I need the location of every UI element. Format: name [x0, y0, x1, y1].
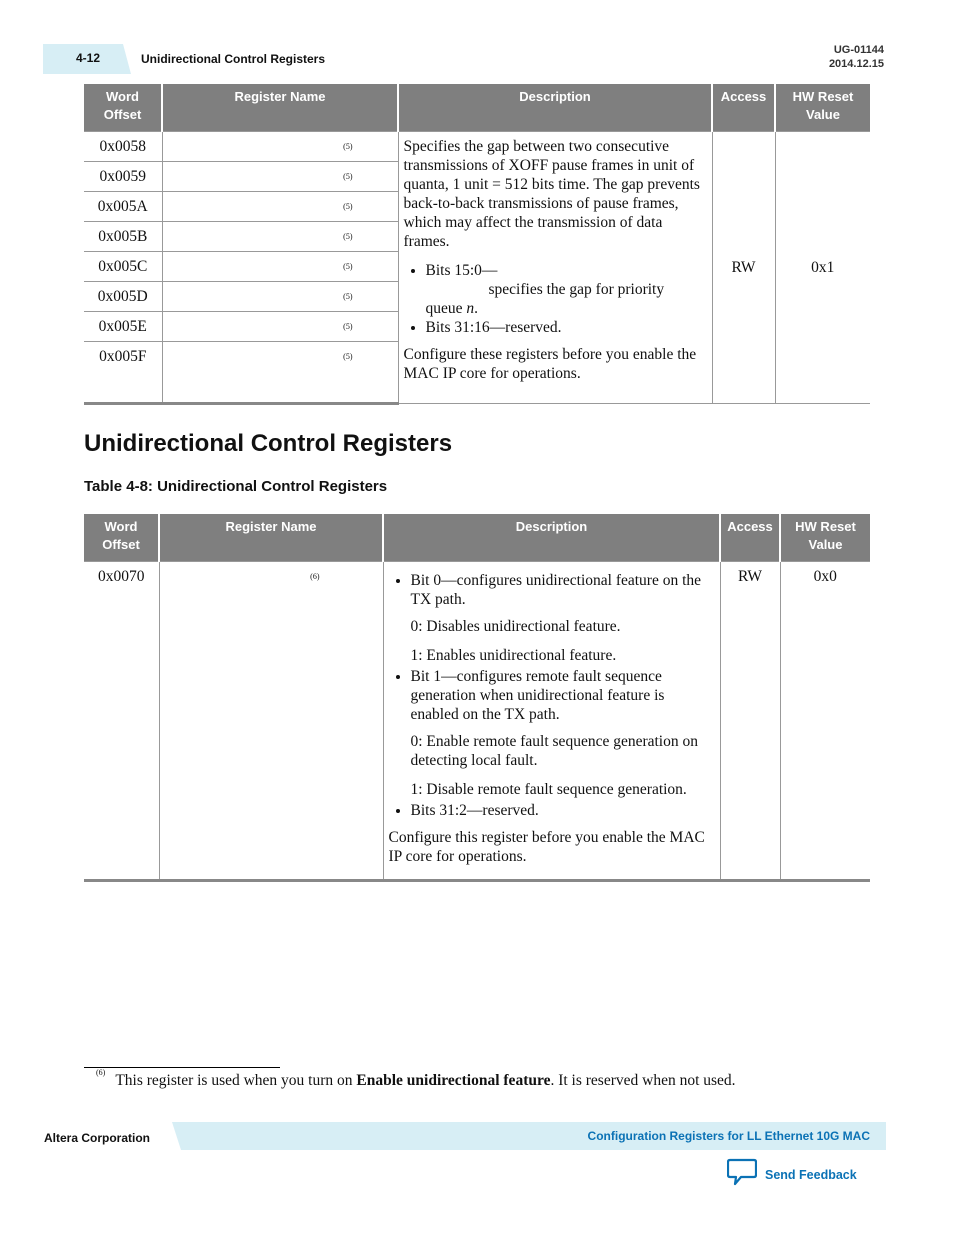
bullet-text: specifies the gap for priority — [488, 280, 665, 298]
table-caption: Table 4-8: Unidirectional Control Registers — [84, 478, 388, 495]
doc-date: 2014.12.15 — [828, 58, 884, 70]
footnote-text: . It is reserved when not used. — [550, 1072, 736, 1090]
register-name-cell — [162, 281, 398, 311]
speech-bubble-icon — [727, 1158, 757, 1191]
column-header: Access — [712, 84, 775, 131]
bullet-subtext: 0: Disables unidirectional feature. — [410, 617, 621, 635]
register-name-cell — [162, 161, 398, 191]
footnote-ref: (5) — [343, 351, 353, 361]
send-feedback-link[interactable] — [727, 1158, 857, 1191]
doc-id: UG-01144 — [833, 44, 884, 56]
footnote-ref: (6) — [310, 571, 320, 581]
description-cell — [383, 561, 720, 880]
footnote-text: This register is used when you turn on — [115, 1072, 357, 1090]
send-feedback-label: Send Feedback — [765, 1167, 857, 1182]
column-header: Description — [383, 514, 720, 561]
footnote-rule — [84, 1067, 280, 1068]
word-offset: 0x005E — [84, 311, 162, 341]
footnote-ref: (5) — [343, 231, 353, 241]
register-name-cell — [162, 221, 398, 251]
bullet-subtext: 1: Enables unidirectional feature. — [410, 646, 617, 664]
column-header: Description — [398, 84, 712, 131]
footnote-mark: (6) — [96, 1068, 106, 1077]
register-table-1 — [84, 84, 870, 405]
description-bullets — [404, 261, 707, 337]
table-row — [84, 131, 870, 161]
column-header: Register Name — [162, 84, 398, 131]
bullet-subtext: 0: Enable remote fault sequence generation on detecting local fault. — [410, 732, 698, 769]
reset-value-cell: 0x1 — [775, 131, 870, 403]
footnote-ref: (5) — [343, 171, 353, 181]
section-heading: Unidirectional Control Registers — [84, 430, 453, 457]
register-name-cell — [162, 311, 398, 341]
bullet-subtext: 1: Disable remote fault sequence generation. — [410, 780, 687, 798]
bullet-text: queue — [425, 299, 467, 317]
access-cell: RW — [720, 561, 780, 880]
footnote-ref: (5) — [343, 261, 353, 271]
bullet-variable: n — [466, 299, 475, 317]
column-header: HW Reset Value — [780, 514, 870, 561]
register-name-cell — [162, 131, 398, 161]
footnote-bold: Enable unidirectional feature — [356, 1072, 551, 1090]
description-outro: Configure these registers before you enable the MAC IP core for operations. — [403, 345, 697, 382]
reset-value-cell: 0x0 — [780, 561, 870, 880]
access-cell: RW — [712, 131, 775, 403]
footnote-ref: (5) — [343, 321, 353, 331]
column-header: Word Offset — [84, 514, 159, 561]
description-cell — [398, 131, 712, 403]
table-header-row — [84, 84, 870, 131]
word-offset: 0x005B — [84, 221, 162, 251]
column-header: HW Reset Value — [775, 84, 870, 131]
word-offset: 0x0070 — [84, 561, 159, 880]
bullet-text: Bits 15:0— — [425, 261, 498, 279]
description-outro: Configure this register before you enable the MAC IP core for operations. — [388, 828, 705, 865]
page-number: 4-12 — [76, 51, 101, 65]
register-table-2 — [84, 514, 870, 882]
footnote-ref: (5) — [343, 201, 353, 211]
footer-company: Altera Corporation — [44, 1131, 151, 1145]
register-name-cell — [162, 251, 398, 281]
bullet-item — [426, 261, 707, 318]
doc-id-block — [829, 43, 884, 71]
bullet-item — [411, 571, 715, 665]
word-offset: 0x005A — [84, 191, 162, 221]
bullet-text: . — [474, 299, 479, 317]
word-offset: 0x0058 — [84, 131, 162, 161]
word-offset: 0x005D — [84, 281, 162, 311]
description-intro: Specifies the gap between two consecutive transmissions of XOFF pause frames in unit of quanta, 1 unit = 512 bits time. The gap prevents back-to-back transmissions of pause frames, which may affect the transmission of data frames. — [403, 137, 700, 250]
bullet-text: Bit 1—configures remote fault sequence generation when unidirectional feature is enabled on the TX path. — [410, 667, 665, 723]
register-name-cell — [162, 191, 398, 221]
register-name-cell — [162, 341, 398, 403]
column-header: Access — [720, 514, 780, 561]
column-header: Word Offset — [84, 84, 162, 131]
footnote-ref: (5) — [343, 141, 353, 151]
word-offset: 0x005F — [84, 341, 162, 403]
table-row — [84, 561, 870, 880]
register-name-cell — [159, 561, 383, 880]
bullet-item: • Bits 31:2—reserved. — [411, 801, 715, 820]
column-header: Register Name — [159, 514, 383, 561]
description-bullets — [389, 571, 715, 820]
bullet-item — [411, 667, 715, 799]
bullet-item: • Bits 31:16—reserved. — [426, 318, 707, 337]
word-offset: 0x005C — [84, 251, 162, 281]
footnote — [96, 1068, 736, 1090]
running-title: Unidirectional Control Registers — [141, 52, 326, 66]
bullet-text: Bit 0—configures unidirectional feature on the TX path. — [410, 571, 702, 608]
footer-link[interactable]: Configuration Registers for LL Ethernet 10G MAC — [587, 1129, 870, 1143]
table-header-row — [84, 514, 870, 561]
footnote-ref: (5) — [343, 291, 353, 301]
word-offset: 0x0059 — [84, 161, 162, 191]
